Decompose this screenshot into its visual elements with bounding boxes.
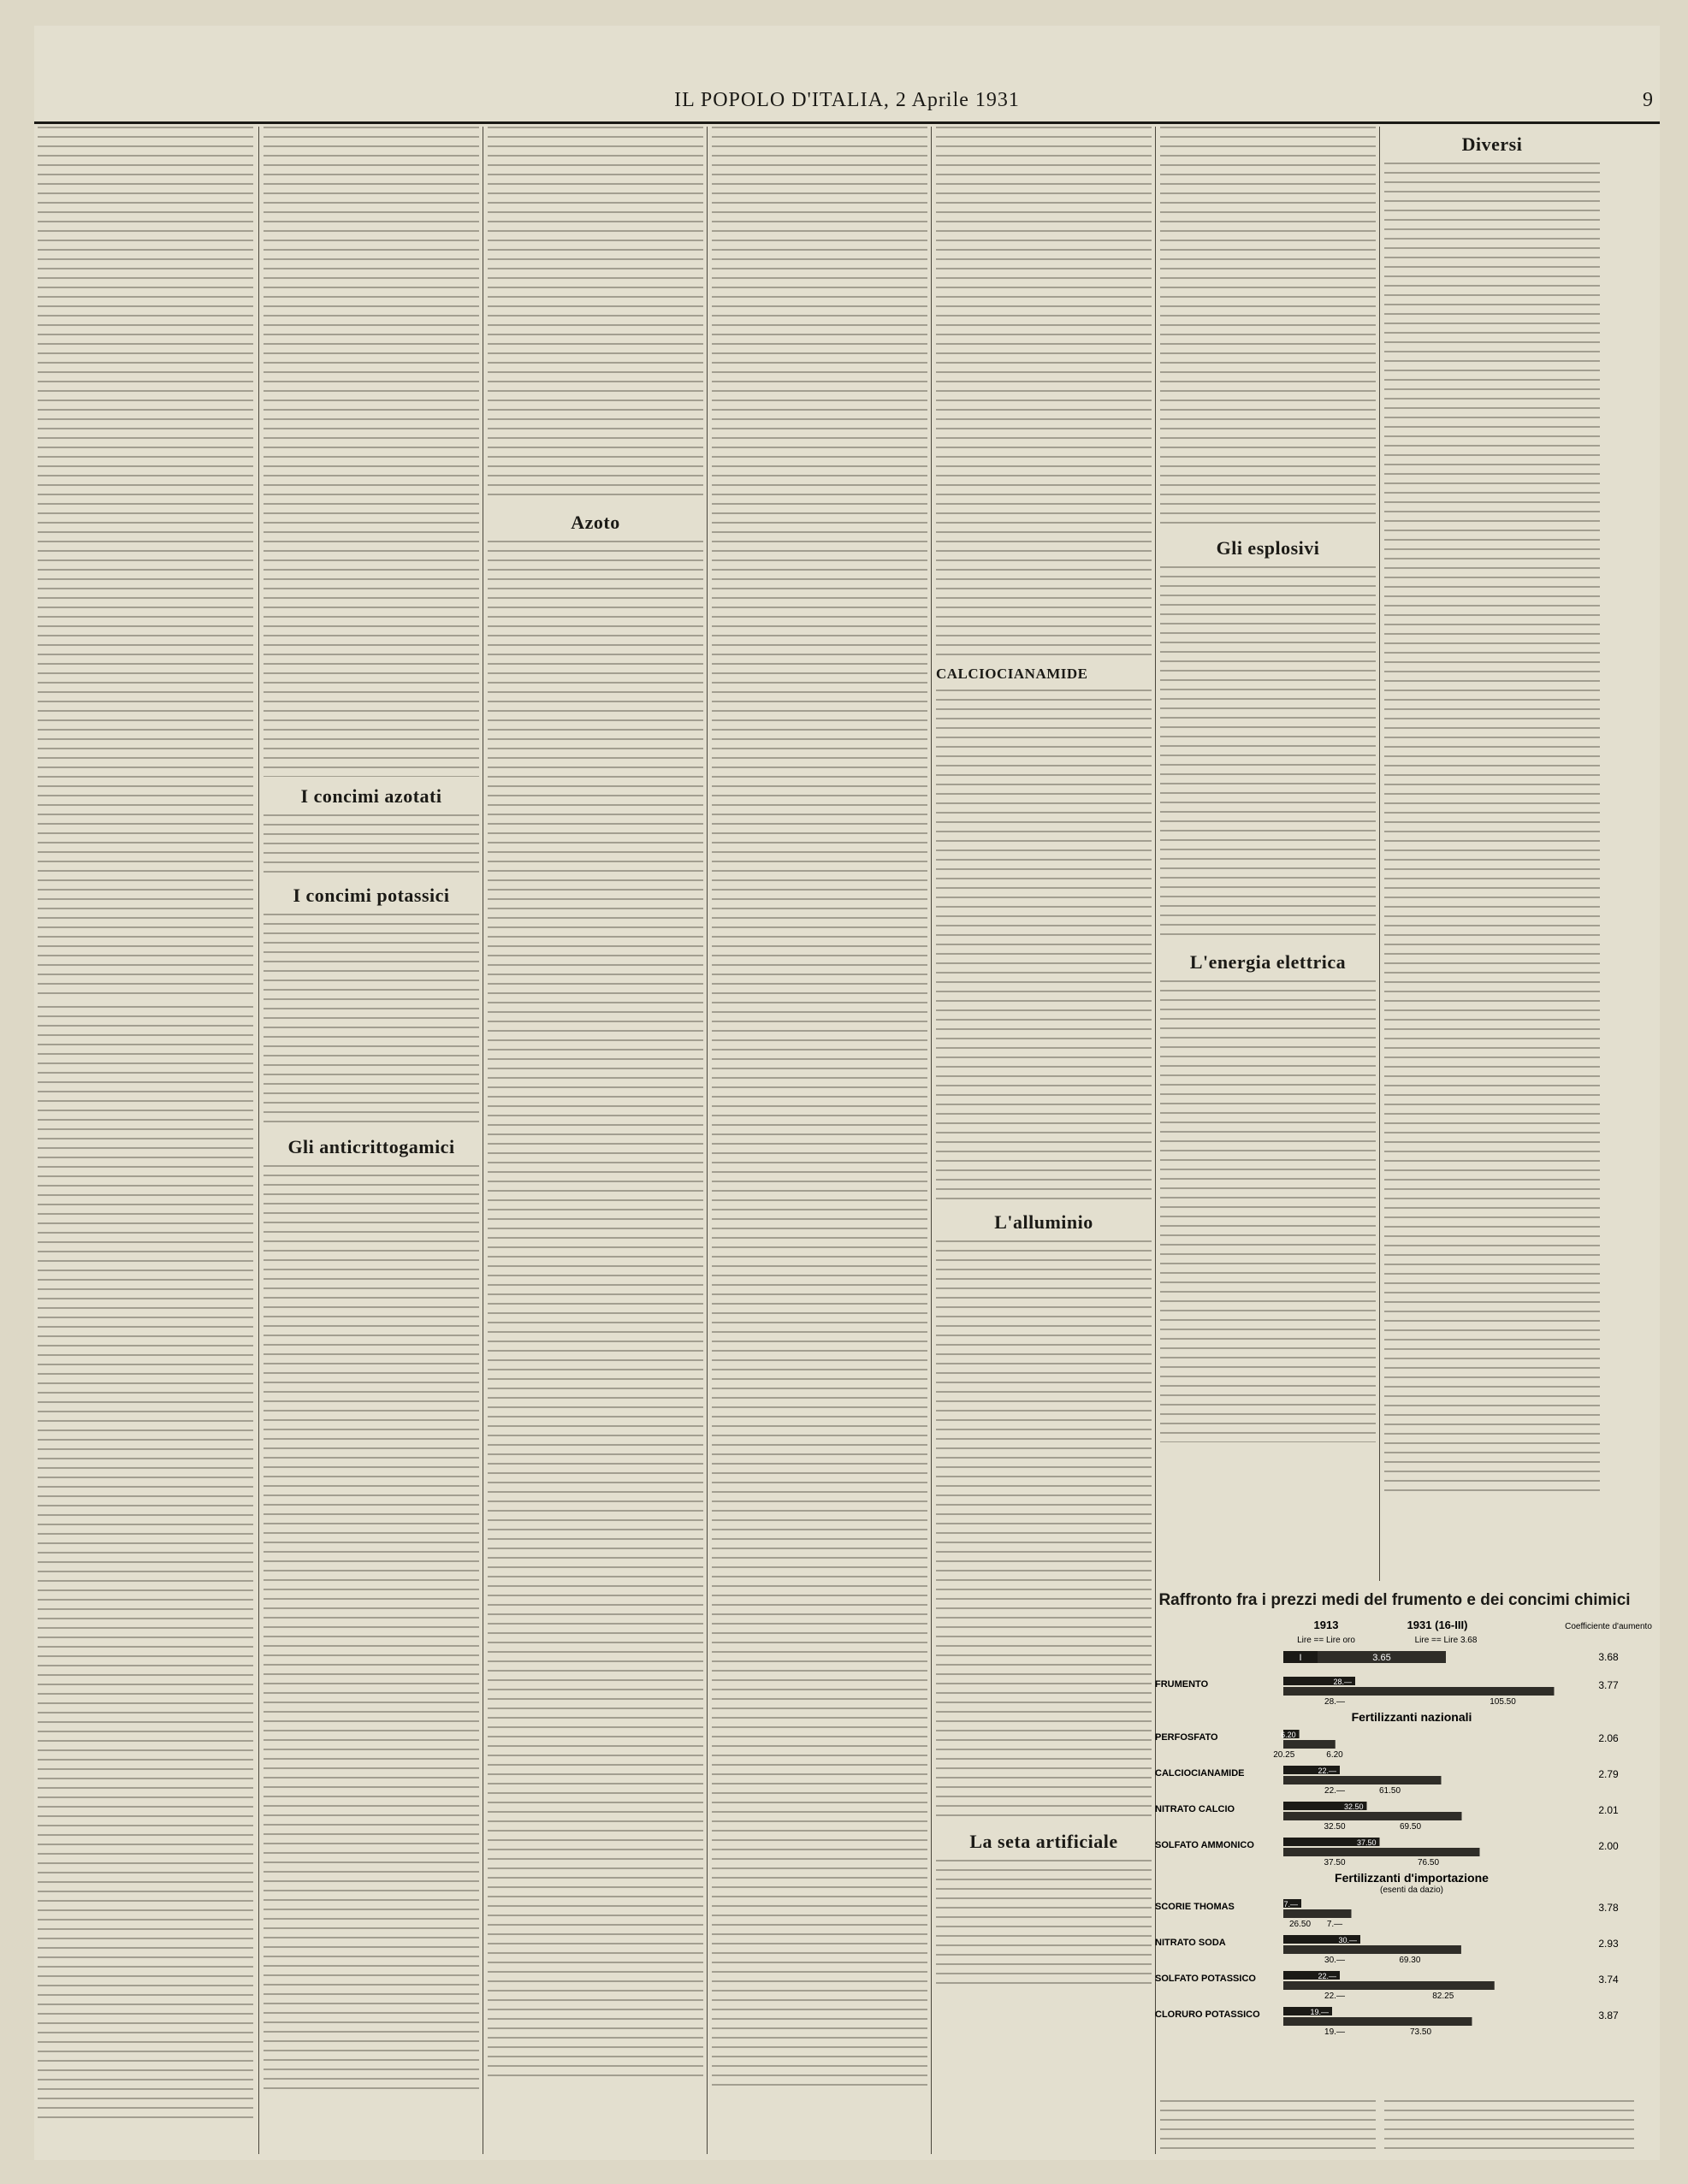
heading-esplosivi: Gli esplosivi	[1216, 537, 1320, 559]
value-1913-below: 37.50	[1324, 1858, 1346, 1867]
text-block	[264, 914, 479, 1128]
value-1931: 105.50	[1490, 1697, 1516, 1707]
value-1913-below: 6.20	[1326, 1750, 1343, 1760]
value-1913: 22.—	[1318, 1767, 1336, 1775]
coefficient-label: 3.87	[1598, 2009, 1619, 2021]
coefficient-label: 3.68	[1598, 1651, 1619, 1663]
bar-1931	[1283, 2017, 1472, 2026]
text-block	[38, 1006, 253, 2118]
value-1913-below: 19.—	[1324, 2027, 1345, 2037]
column-7-bottom	[1384, 2100, 1634, 2158]
chart-title: Raffronto fra i prezzi medi del frumento e dei concimi chimici	[1158, 1591, 1631, 1609]
value-1913: 37.50	[1356, 1838, 1377, 1847]
category-label: SOLFATO AMMONICO	[1155, 1840, 1254, 1850]
text-block	[264, 1165, 479, 2089]
category-label: CALCIOCIANAMIDE	[1155, 1768, 1245, 1779]
text-block	[1160, 566, 1376, 943]
page-number: 9	[1643, 89, 1653, 111]
bar-1931	[1283, 1740, 1336, 1749]
value-1913: 28.—	[1333, 1678, 1352, 1686]
value-1913: 6.20	[1281, 1731, 1296, 1739]
value-1913: 22.—	[1318, 1972, 1336, 1980]
value-1913: 30.—	[1338, 1936, 1357, 1944]
heading-azoto: Azoto	[571, 512, 620, 533]
value-1913-below: 22.—	[1324, 1992, 1345, 2001]
masthead	[34, 87, 1660, 124]
header-year-1931: 1931 (16-III)	[1407, 1619, 1468, 1631]
category-label: NITRATO SODA	[1155, 1938, 1226, 1948]
value-1913: 19.—	[1310, 2008, 1329, 2016]
coefficient-label: 2.01	[1598, 1804, 1619, 1816]
column-2	[264, 127, 479, 2096]
heading-seta: La seta artificiale	[969, 1831, 1118, 1852]
value-1931: 20.25	[1273, 1750, 1295, 1760]
header-year-1913: 1913	[1313, 1619, 1339, 1631]
bar-1931	[1283, 1812, 1462, 1820]
value-1913-below: 32.50	[1324, 1822, 1346, 1832]
value-1913: 7.—	[1283, 1900, 1298, 1909]
header-unit-1931: Lire == Lire 3.68	[1414, 1636, 1478, 1645]
column-rule	[258, 127, 259, 2154]
bar-label-1931: 3.65	[1372, 1653, 1391, 1663]
coefficient-label: 3.78	[1598, 1902, 1619, 1914]
bar-1931	[1283, 1687, 1555, 1696]
text-block	[1384, 163, 1600, 1497]
heading-calciocianamide: CALCIOCIANAMIDE	[936, 666, 1088, 682]
coefficient-label: 2.00	[1598, 1840, 1619, 1852]
value-1913-below: 28.—	[1324, 1697, 1345, 1707]
text-block	[936, 127, 1152, 657]
text-block	[488, 127, 703, 503]
coefficient-label: 3.77	[1598, 1679, 1619, 1691]
column-3	[488, 127, 703, 2087]
header-coef-label: Coefficiente d'aumento	[1565, 1622, 1652, 1631]
coefficient-label: 2.93	[1598, 1938, 1619, 1950]
column-6-bottom	[1160, 2100, 1376, 2158]
value-1931: 26.50	[1288, 1920, 1312, 1929]
value-1913: 32.50	[1343, 1802, 1364, 1811]
value-1931: 82.25	[1432, 1992, 1454, 2001]
value-1931: 76.50	[1417, 1858, 1440, 1867]
value-1913-below: 7.—	[1326, 1920, 1343, 1929]
text-block	[1160, 127, 1376, 529]
text-block	[936, 1240, 1152, 1822]
value-1913-below: 30.—	[1324, 1956, 1345, 1965]
column-4	[712, 127, 927, 2099]
bar-1931	[1283, 1945, 1461, 1954]
category-label: SOLFATO POTASSICO	[1155, 1974, 1256, 1984]
column-6	[1160, 127, 1376, 1449]
bar-1931	[1283, 1981, 1495, 1990]
value-1931: 69.30	[1399, 1956, 1421, 1965]
heading-energia: L'energia elettrica	[1189, 951, 1347, 973]
text-block	[1384, 2100, 1634, 2151]
column-rule	[707, 127, 708, 2154]
coefficient-label: 2.79	[1598, 1768, 1619, 1780]
coefficient-label: 3.74	[1598, 1974, 1619, 1986]
value-1931: 61.50	[1378, 1786, 1401, 1796]
coefficient-label: 2.06	[1598, 1732, 1619, 1744]
category-label: FRUMENTO	[1155, 1679, 1209, 1690]
group-subtitle: (esenti da dazio)	[1380, 1885, 1443, 1895]
value-1931: 69.50	[1399, 1822, 1422, 1832]
column-rule	[931, 127, 932, 2154]
bar-label-1913: I	[1299, 1653, 1302, 1663]
category-label: CLORURO POTASSICO	[1155, 2009, 1260, 2020]
bar-1931	[1283, 1909, 1352, 1918]
category-label: PERFOSFATO	[1155, 1732, 1218, 1743]
chart-svg	[1155, 1615, 1652, 2094]
group-title: Fertilizzanti d'importazione	[1335, 1871, 1489, 1885]
category-label: NITRATO CALCIO	[1155, 1804, 1235, 1814]
text-block	[488, 541, 703, 2080]
value-1913-below: 22.—	[1324, 1786, 1345, 1796]
group-title: Fertilizzanti nazionali	[1351, 1710, 1472, 1724]
text-block	[1160, 980, 1376, 1442]
value-1931: 73.50	[1409, 2027, 1432, 2037]
heading-concimi-potassici: I concimi potassici	[293, 885, 450, 906]
bar-1931	[1283, 1776, 1442, 1784]
heading-concimi-azotati: I concimi azotati	[300, 785, 442, 807]
header-unit-1913: Lire == Lire oro	[1297, 1636, 1355, 1645]
price-comparison-chart	[1155, 1591, 1652, 2094]
column-7	[1384, 127, 1600, 1504]
text-block	[264, 127, 479, 777]
masthead-title: IL POPOLO D'ITALIA, 2 Aprile 1931	[674, 89, 1020, 111]
text-block	[712, 127, 927, 1136]
text-block	[38, 127, 253, 999]
text-block	[712, 1143, 927, 2092]
category-label: SCORIE THOMAS	[1155, 1902, 1235, 1912]
text-block	[1160, 2100, 1376, 2151]
heading-anticrittogamici: Gli anticrittogamici	[287, 1136, 455, 1157]
column-5	[936, 127, 1152, 1995]
column-1	[38, 127, 253, 2125]
newspaper-page	[34, 26, 1660, 2160]
text-block	[936, 1860, 1152, 1988]
column-rule	[1379, 127, 1380, 1581]
heading-alluminio: L'alluminio	[994, 1211, 1093, 1233]
text-block	[264, 814, 479, 876]
bar-1931	[1283, 1848, 1480, 1856]
heading-diversi: Diversi	[1461, 133, 1523, 155]
text-block	[936, 690, 1152, 1203]
